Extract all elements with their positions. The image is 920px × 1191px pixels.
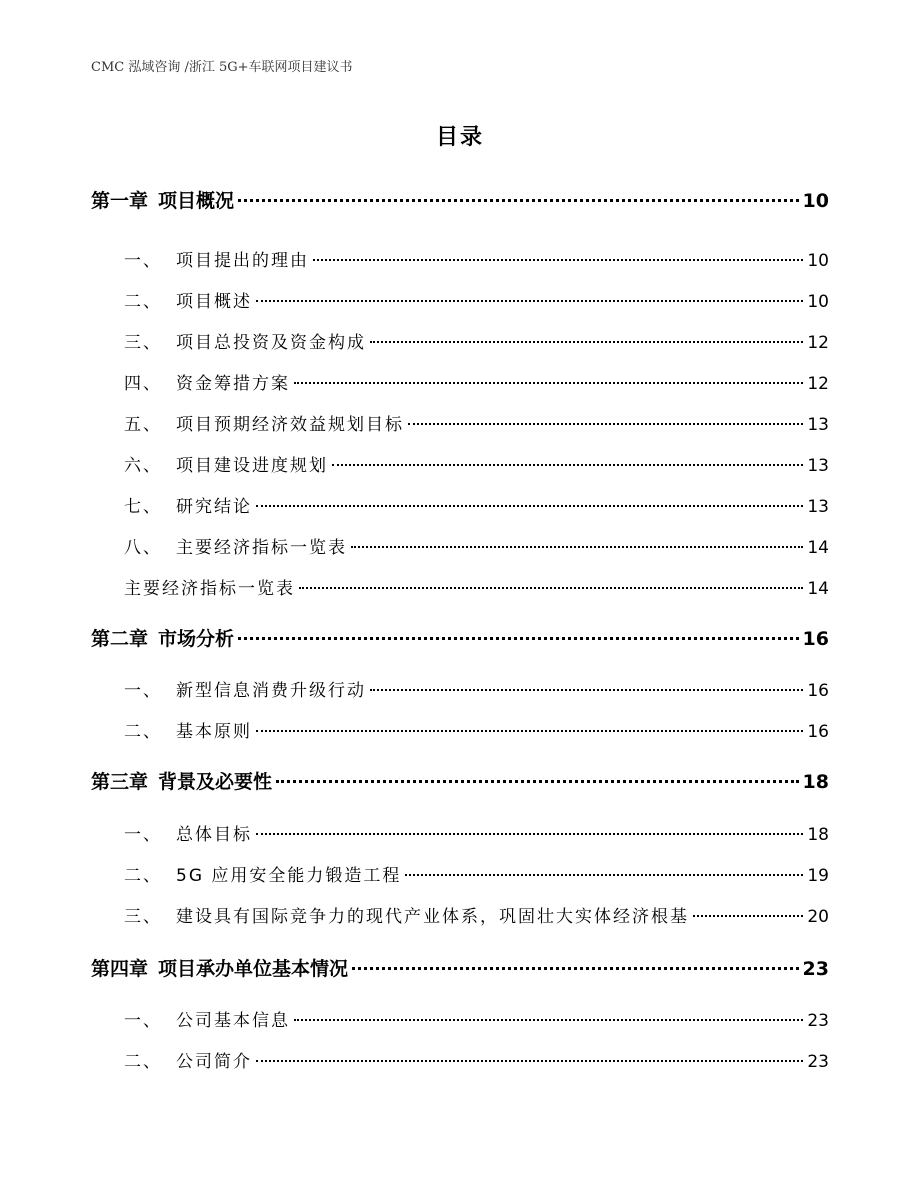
toc-entry-number: 第四章 xyxy=(91,958,149,980)
toc-dot-leader xyxy=(256,1060,803,1062)
toc-dot-leader xyxy=(351,546,803,548)
toc-page-number: 23 xyxy=(802,958,829,980)
toc-section-entry[interactable] xyxy=(124,574,829,599)
toc-entry-number: 第一章 xyxy=(91,190,149,212)
toc-entry-number: 三、 xyxy=(124,333,162,353)
toc-entry-number: 八、 xyxy=(124,538,162,558)
toc-entry-number: 一、 xyxy=(124,681,162,701)
toc-entry-title: 基本原则 xyxy=(176,722,252,742)
toc-section-entry[interactable] xyxy=(124,533,829,558)
toc-entry-number: 一、 xyxy=(124,1011,162,1031)
toc-dot-leader xyxy=(405,874,803,876)
toc-entry-title: 主要经济指标一览表 xyxy=(124,579,295,599)
toc-dot-leader xyxy=(352,967,799,970)
toc-section-entry[interactable] xyxy=(124,246,829,271)
toc-entry-number: 二、 xyxy=(124,866,162,886)
toc-entry-number: 六、 xyxy=(124,456,162,476)
toc-page-number: 18 xyxy=(807,825,829,845)
running-header: CMC 泓域咨询 /浙江 5G+车联网项目建议书 xyxy=(91,60,353,75)
toc-page-number: 12 xyxy=(807,374,829,394)
toc-entry-title: 项目预期经济效益规划目标 xyxy=(176,415,404,435)
toc-entry-title: 研究结论 xyxy=(176,497,252,517)
toc-entry-number: 二、 xyxy=(124,1052,162,1072)
toc-dot-leader xyxy=(256,300,803,302)
toc-entry-number: 四、 xyxy=(124,374,162,394)
toc-chapter-entry[interactable] xyxy=(91,954,829,981)
toc-dot-leader xyxy=(256,833,803,835)
toc-entry-number: 二、 xyxy=(124,292,162,312)
toc-page-number: 23 xyxy=(807,1011,829,1031)
toc-section-entry[interactable] xyxy=(124,451,829,476)
toc-dot-leader xyxy=(370,341,803,343)
toc-entry-title: 项目概述 xyxy=(176,292,252,312)
toc-page-number: 19 xyxy=(807,866,829,886)
toc-entry-title: 市场分析 xyxy=(158,628,235,650)
toc-entry-title: 项目概况 xyxy=(158,190,235,212)
toc-entry-title: 项目承办单位基本情况 xyxy=(158,958,349,980)
toc-dot-leader xyxy=(294,1019,803,1021)
toc-entry-number: 五、 xyxy=(124,415,162,435)
toc-dot-leader xyxy=(238,199,799,202)
toc-dot-leader xyxy=(276,780,799,783)
toc-section-entry[interactable] xyxy=(124,820,829,845)
toc-section-entry[interactable] xyxy=(124,287,829,312)
toc-page-number: 23 xyxy=(807,1052,829,1072)
toc-section-entry[interactable] xyxy=(124,492,829,517)
toc-entry-number: 第三章 xyxy=(91,771,149,793)
toc-page-number: 13 xyxy=(807,497,829,517)
toc-page-number: 16 xyxy=(807,722,829,742)
toc-dot-leader xyxy=(370,689,803,691)
toc-dot-leader xyxy=(299,587,803,589)
toc-entry-title: 建设具有国际竞争力的现代产业体系，巩固壮大实体经济根基 xyxy=(176,907,689,927)
toc-page-number: 16 xyxy=(807,681,829,701)
toc-entry-title: 背景及必要性 xyxy=(158,771,273,793)
toc-page-number: 10 xyxy=(807,292,829,312)
toc-dot-leader xyxy=(238,637,799,640)
toc-section-entry[interactable] xyxy=(124,861,829,886)
toc-section-entry[interactable] xyxy=(124,410,829,435)
toc-dot-leader xyxy=(408,423,803,425)
toc-chapter-entry[interactable] xyxy=(91,767,829,794)
toc-section-entry[interactable] xyxy=(124,328,829,353)
toc-page-number: 16 xyxy=(802,628,829,650)
toc-entry-title: 项目总投资及资金构成 xyxy=(176,333,366,353)
toc-page-number: 10 xyxy=(802,190,829,212)
toc-dot-leader xyxy=(332,464,803,466)
toc-entry-number: 七、 xyxy=(124,497,162,517)
toc-entry-number: 一、 xyxy=(124,251,162,271)
toc-entry-title: 新型信息消费升级行动 xyxy=(176,681,366,701)
toc-entry-title: 5G 应用安全能力锻造工程 xyxy=(176,866,402,886)
toc-chapter-entry[interactable] xyxy=(91,186,829,213)
toc-entry-number: 一、 xyxy=(124,825,162,845)
toc-dot-leader xyxy=(256,505,803,507)
toc-entry-title: 项目提出的理由 xyxy=(176,251,309,271)
toc-entry-number: 三、 xyxy=(124,907,162,927)
toc-entry-title: 主要经济指标一览表 xyxy=(176,538,347,558)
toc-title: 目录 xyxy=(435,125,484,150)
toc-chapter-entry[interactable] xyxy=(91,624,829,651)
toc-dot-leader xyxy=(256,730,803,732)
toc-dot-leader xyxy=(693,915,803,917)
toc-page-number: 10 xyxy=(807,251,829,271)
toc-section-entry[interactable] xyxy=(124,902,829,927)
toc-page-number: 12 xyxy=(807,333,829,353)
toc-entry-number: 第二章 xyxy=(91,628,149,650)
toc-dot-leader xyxy=(313,259,803,261)
toc-page-number: 13 xyxy=(807,456,829,476)
toc-entry-title: 资金筹措方案 xyxy=(176,374,290,394)
toc-dot-leader xyxy=(294,382,803,384)
toc-section-entry[interactable] xyxy=(124,1047,829,1072)
toc-entry-title: 项目建设进度规划 xyxy=(176,456,328,476)
toc-page-number: 14 xyxy=(807,538,829,558)
toc-section-entry[interactable] xyxy=(124,1006,829,1031)
toc-section-entry[interactable] xyxy=(124,369,829,394)
toc-entry-number: 二、 xyxy=(124,722,162,742)
toc-page-number: 18 xyxy=(802,771,829,793)
toc-entry-title: 公司简介 xyxy=(176,1052,252,1072)
toc-page-number: 20 xyxy=(807,907,829,927)
toc-page-number: 13 xyxy=(807,415,829,435)
toc-section-entry[interactable] xyxy=(124,676,829,701)
toc-page-number: 14 xyxy=(807,579,829,599)
toc-section-entry[interactable] xyxy=(124,717,829,742)
toc-entry-title: 总体目标 xyxy=(176,825,252,845)
toc-entry-title: 公司基本信息 xyxy=(176,1011,290,1031)
